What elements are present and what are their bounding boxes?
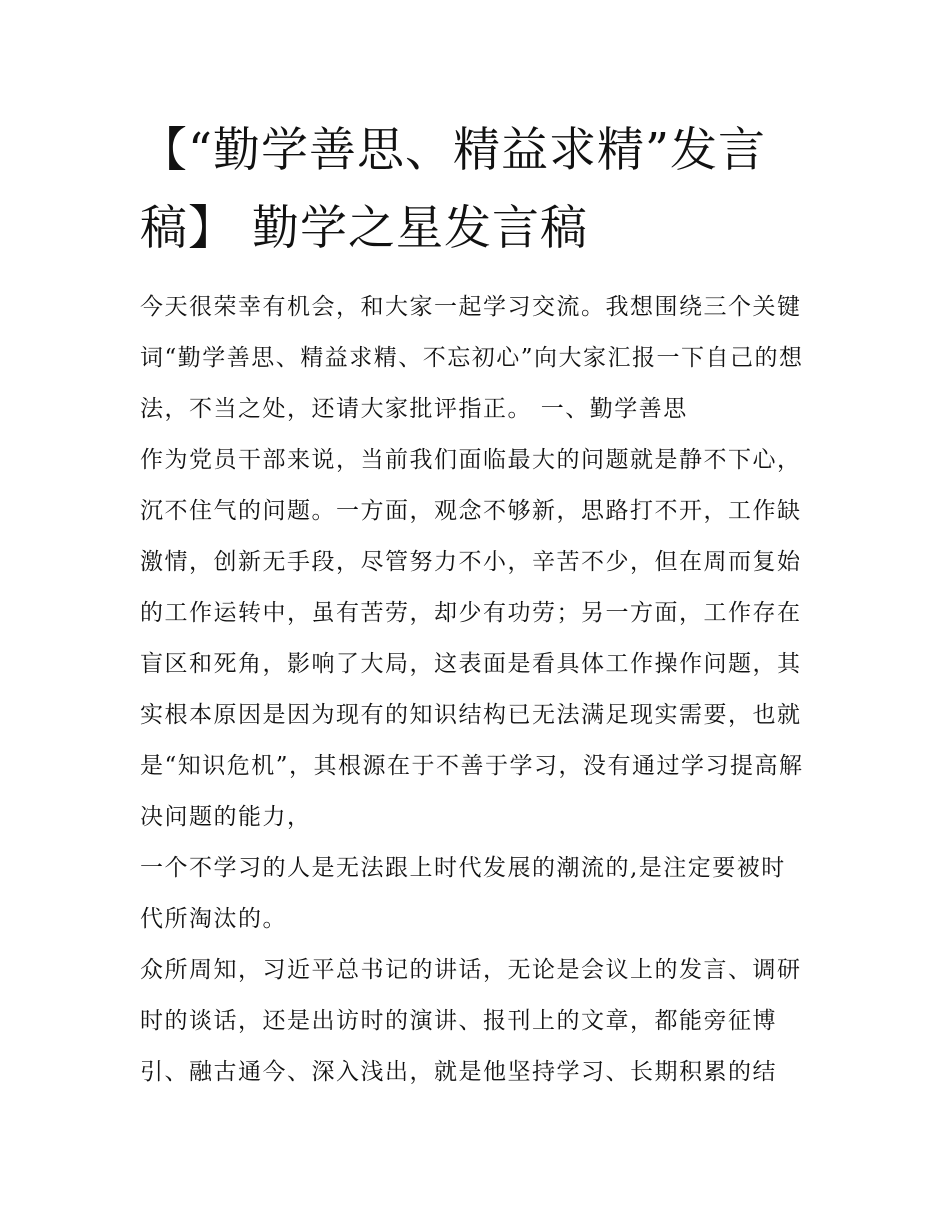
- body-text-line: 的工作运转中，虽有苦劳，却少有功劳；另一方面，工作存在: [140, 600, 802, 626]
- body-text-line: 代所淘汰的。: [140, 906, 287, 932]
- title-line: 稿】 勤学之星发言稿: [140, 201, 588, 256]
- document-title: [140, 112, 820, 268]
- body-text-line: 盲区和死角，影响了大局，这表面是看具体工作操作问题，其: [140, 651, 802, 677]
- body-text-line: 沉不住气的问题。一方面，观念不够新，思路打不开，工作缺: [140, 498, 802, 524]
- body-text-line: 今天很荣幸有机会，和大家一起学习交流。我想围绕三个关键: [140, 294, 802, 320]
- document-page: [140, 112, 820, 1098]
- body-text-line: 实根本原因是因为现有的知识结构已无法满足现实需要，也就: [140, 702, 802, 728]
- body-text-line: 决问题的能力，: [140, 804, 312, 830]
- body-text-line: 时的谈话，还是出访时的演讲、报刊上的文章，都能旁征博: [140, 1008, 777, 1034]
- body-text-line: 词“勤学善思、精益求精、不忘初心”向大家汇报一下自己的想: [140, 345, 804, 371]
- body-text-line: 引、融古通今、深入浅出，就是他坚持学习、长期积累的结: [140, 1059, 777, 1085]
- title-line: 【“勤学善思、精益求精”发言: [140, 123, 767, 178]
- body-text-line: 作为党员干部来说，当前我们面临最大的问题就是静不下心，: [140, 447, 802, 473]
- body-text-line: 一个不学习的人是无法跟上时代发展的潮流的,是注定要被时: [140, 855, 786, 881]
- document-body: [140, 282, 820, 1098]
- body-text-line: 激情，创新无手段，尽管努力不小，辛苦不少，但在周而复始: [140, 549, 802, 575]
- body-text-line: 众所周知，习近平总书记的讲话，无论是会议上的发言、调研: [140, 957, 802, 983]
- body-text-line: 是“知识危机”，其根源在于不善于学习，没有通过学习提高解: [140, 753, 804, 779]
- body-text-line: 法，不当之处，还请大家批评指正。 一、勤学善思: [140, 396, 688, 422]
